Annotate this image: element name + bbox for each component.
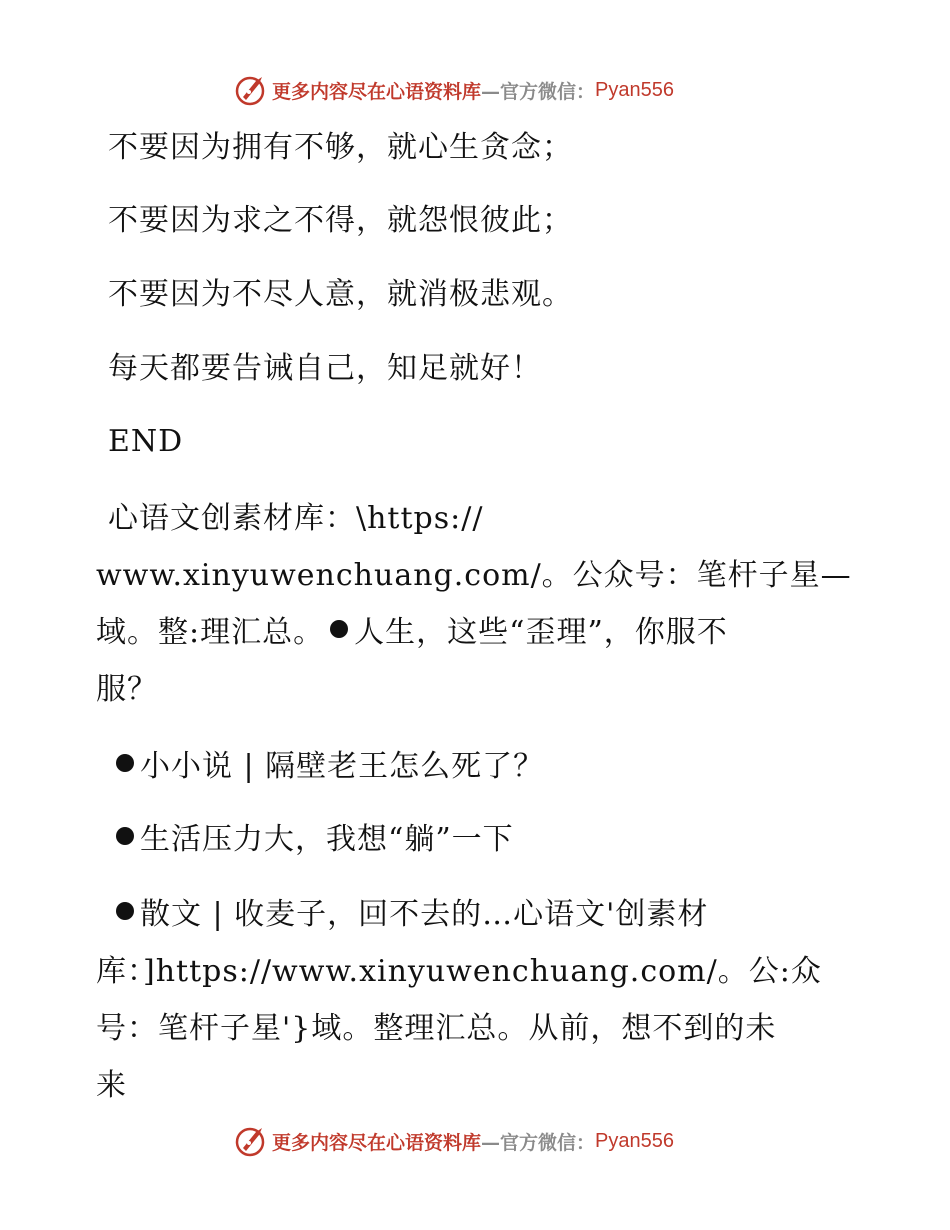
bullet-dot-icon [116,754,134,772]
footer-official-label: —官方微信： [481,1131,596,1154]
text-line-end: END [108,424,184,459]
bullet-dot-icon [116,827,134,845]
paragraph-row-text: 人生，这些“歪理”，你服不 [354,615,728,650]
text-line-1: 不要因为拥有不够，就心生贪念； [108,130,573,165]
footer-watermark [234,1124,674,1158]
header-wechat-id: Pyan556 [595,78,674,101]
pen-nib-logo-icon [234,73,268,107]
paragraph-source-1 [96,490,852,718]
footer-wechat-id: Pyan556 [595,1129,674,1152]
bullet-item-text: 小小说 | 隔壁老王怎么死了？ [140,749,545,784]
paragraph-row [96,886,822,943]
pen-nib-logo-icon [234,1124,268,1158]
text-line-4: 每天都要告诫自己，知足就好！ [108,351,542,386]
text-line-2: 不要因为求之不得，就怨恨彼此； [108,203,573,238]
header-watermark [234,73,674,107]
paragraph-source-2 [96,886,822,1114]
paragraph-row: 服？ [96,672,158,707]
paragraph-row: 号：笔杆子星'}域。整理汇总。从前，想不到的未 [96,1011,777,1046]
bullet-item-2 [116,821,514,859]
footer-promo-text: 更多内容尽在心语资料库 [272,1131,482,1154]
paragraph-row: 心语文创素材库：\https:// [108,501,484,536]
bullet-item-text: 生活压力大，我想“躺”一下 [140,822,514,857]
paragraph-row-text: 散文 | 收麦子，回不去的…心语文'创素材 [140,897,709,932]
bullet-dot-icon [330,620,348,638]
paragraph-row: www.xinyuwenchuang.com/。公众号：笔杆子星— [96,558,852,593]
paragraph-row-text: 域。整:理汇总。 [96,615,325,650]
paragraph-row: 库：]https://www.xinyuwenchuang.com/。公:众 [96,954,822,989]
bullet-item-1 [116,748,544,786]
paragraph-row: 来 [96,1068,127,1103]
bullet-dot-icon [116,902,134,920]
paragraph-row [96,604,852,661]
header-promo-text: 更多内容尽在心语资料库 [272,80,482,103]
text-line-3: 不要因为不尽人意，就消极悲观。 [108,277,573,312]
header-official-label: —官方微信： [481,80,596,103]
